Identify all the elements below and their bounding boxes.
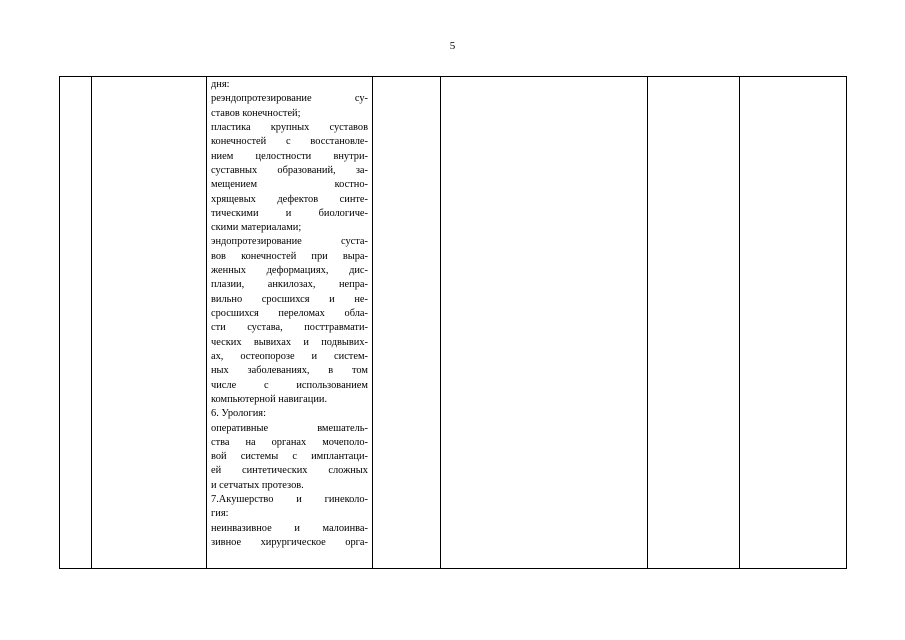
text-line: нием целостности внутри- (211, 150, 368, 162)
text-line: ей синтетических сложных (211, 465, 368, 477)
procedures-text (207, 77, 372, 550)
text-line: и сетчатых протезов. (211, 479, 304, 491)
text-line: зивное хирургическое орга- (211, 537, 368, 548)
table-cell-col6 (648, 77, 740, 569)
text-line: реэндопротезирование су- (211, 93, 368, 105)
text-line: оперативные вмешатель- (211, 422, 368, 434)
text-line: суставных образований, за- (211, 164, 368, 176)
text-line: 6. Урология: (211, 408, 266, 420)
table-row (60, 77, 847, 569)
text-line: ческих вывихах и подвывих- (211, 336, 368, 348)
table-cell-col5 (441, 77, 648, 569)
text-line: вильно сросшихся и не- (211, 293, 368, 305)
table-cell-procedures (207, 77, 373, 569)
text-line: скими материалами; (211, 222, 302, 234)
text-line: хрящевых дефектов синте- (211, 193, 368, 205)
text-line: гия: (211, 508, 229, 520)
text-line: конечностей с восстановле- (211, 136, 368, 148)
text-line: 7.Акушерство и гинеколо- (211, 494, 368, 506)
table-cell-col4 (373, 77, 441, 569)
text-line: плазии, анкилозах, непра- (211, 279, 368, 291)
table-cell-col2 (92, 77, 207, 569)
text-line: сросшихся переломах обла- (211, 308, 368, 319)
table-cell-col7 (740, 77, 847, 569)
text-line: эндопротезирование суста- (211, 236, 368, 248)
text-line: неинвазивное и малоинва- (211, 522, 368, 534)
text-line: женных деформациях, дис- (211, 265, 368, 277)
text-line: пластика крупных суставов (211, 121, 368, 133)
text-line: ставов конечностей; (211, 107, 301, 119)
text-line: компьютерной навигации. (211, 393, 328, 405)
text-line: вой системы с имплантаци- (211, 451, 368, 463)
text-line: мещением костно- (211, 179, 368, 191)
page-number: 5 (449, 40, 456, 52)
document-table (59, 76, 847, 569)
text-line: тическими и биологиче- (211, 207, 368, 219)
text-line: ных заболеваниях, в том (211, 365, 368, 377)
text-line: ах, остеопорозе и систем- (211, 350, 368, 362)
text-line: ства на органах мочеполо- (211, 436, 368, 448)
text-line: дня: (211, 79, 230, 90)
text-line: числе с использованием (211, 379, 368, 391)
table-cell-col1 (60, 77, 92, 569)
text-line: вов конечностей при выра- (211, 250, 368, 262)
text-line: сти сустава, посттравмати- (211, 322, 368, 334)
